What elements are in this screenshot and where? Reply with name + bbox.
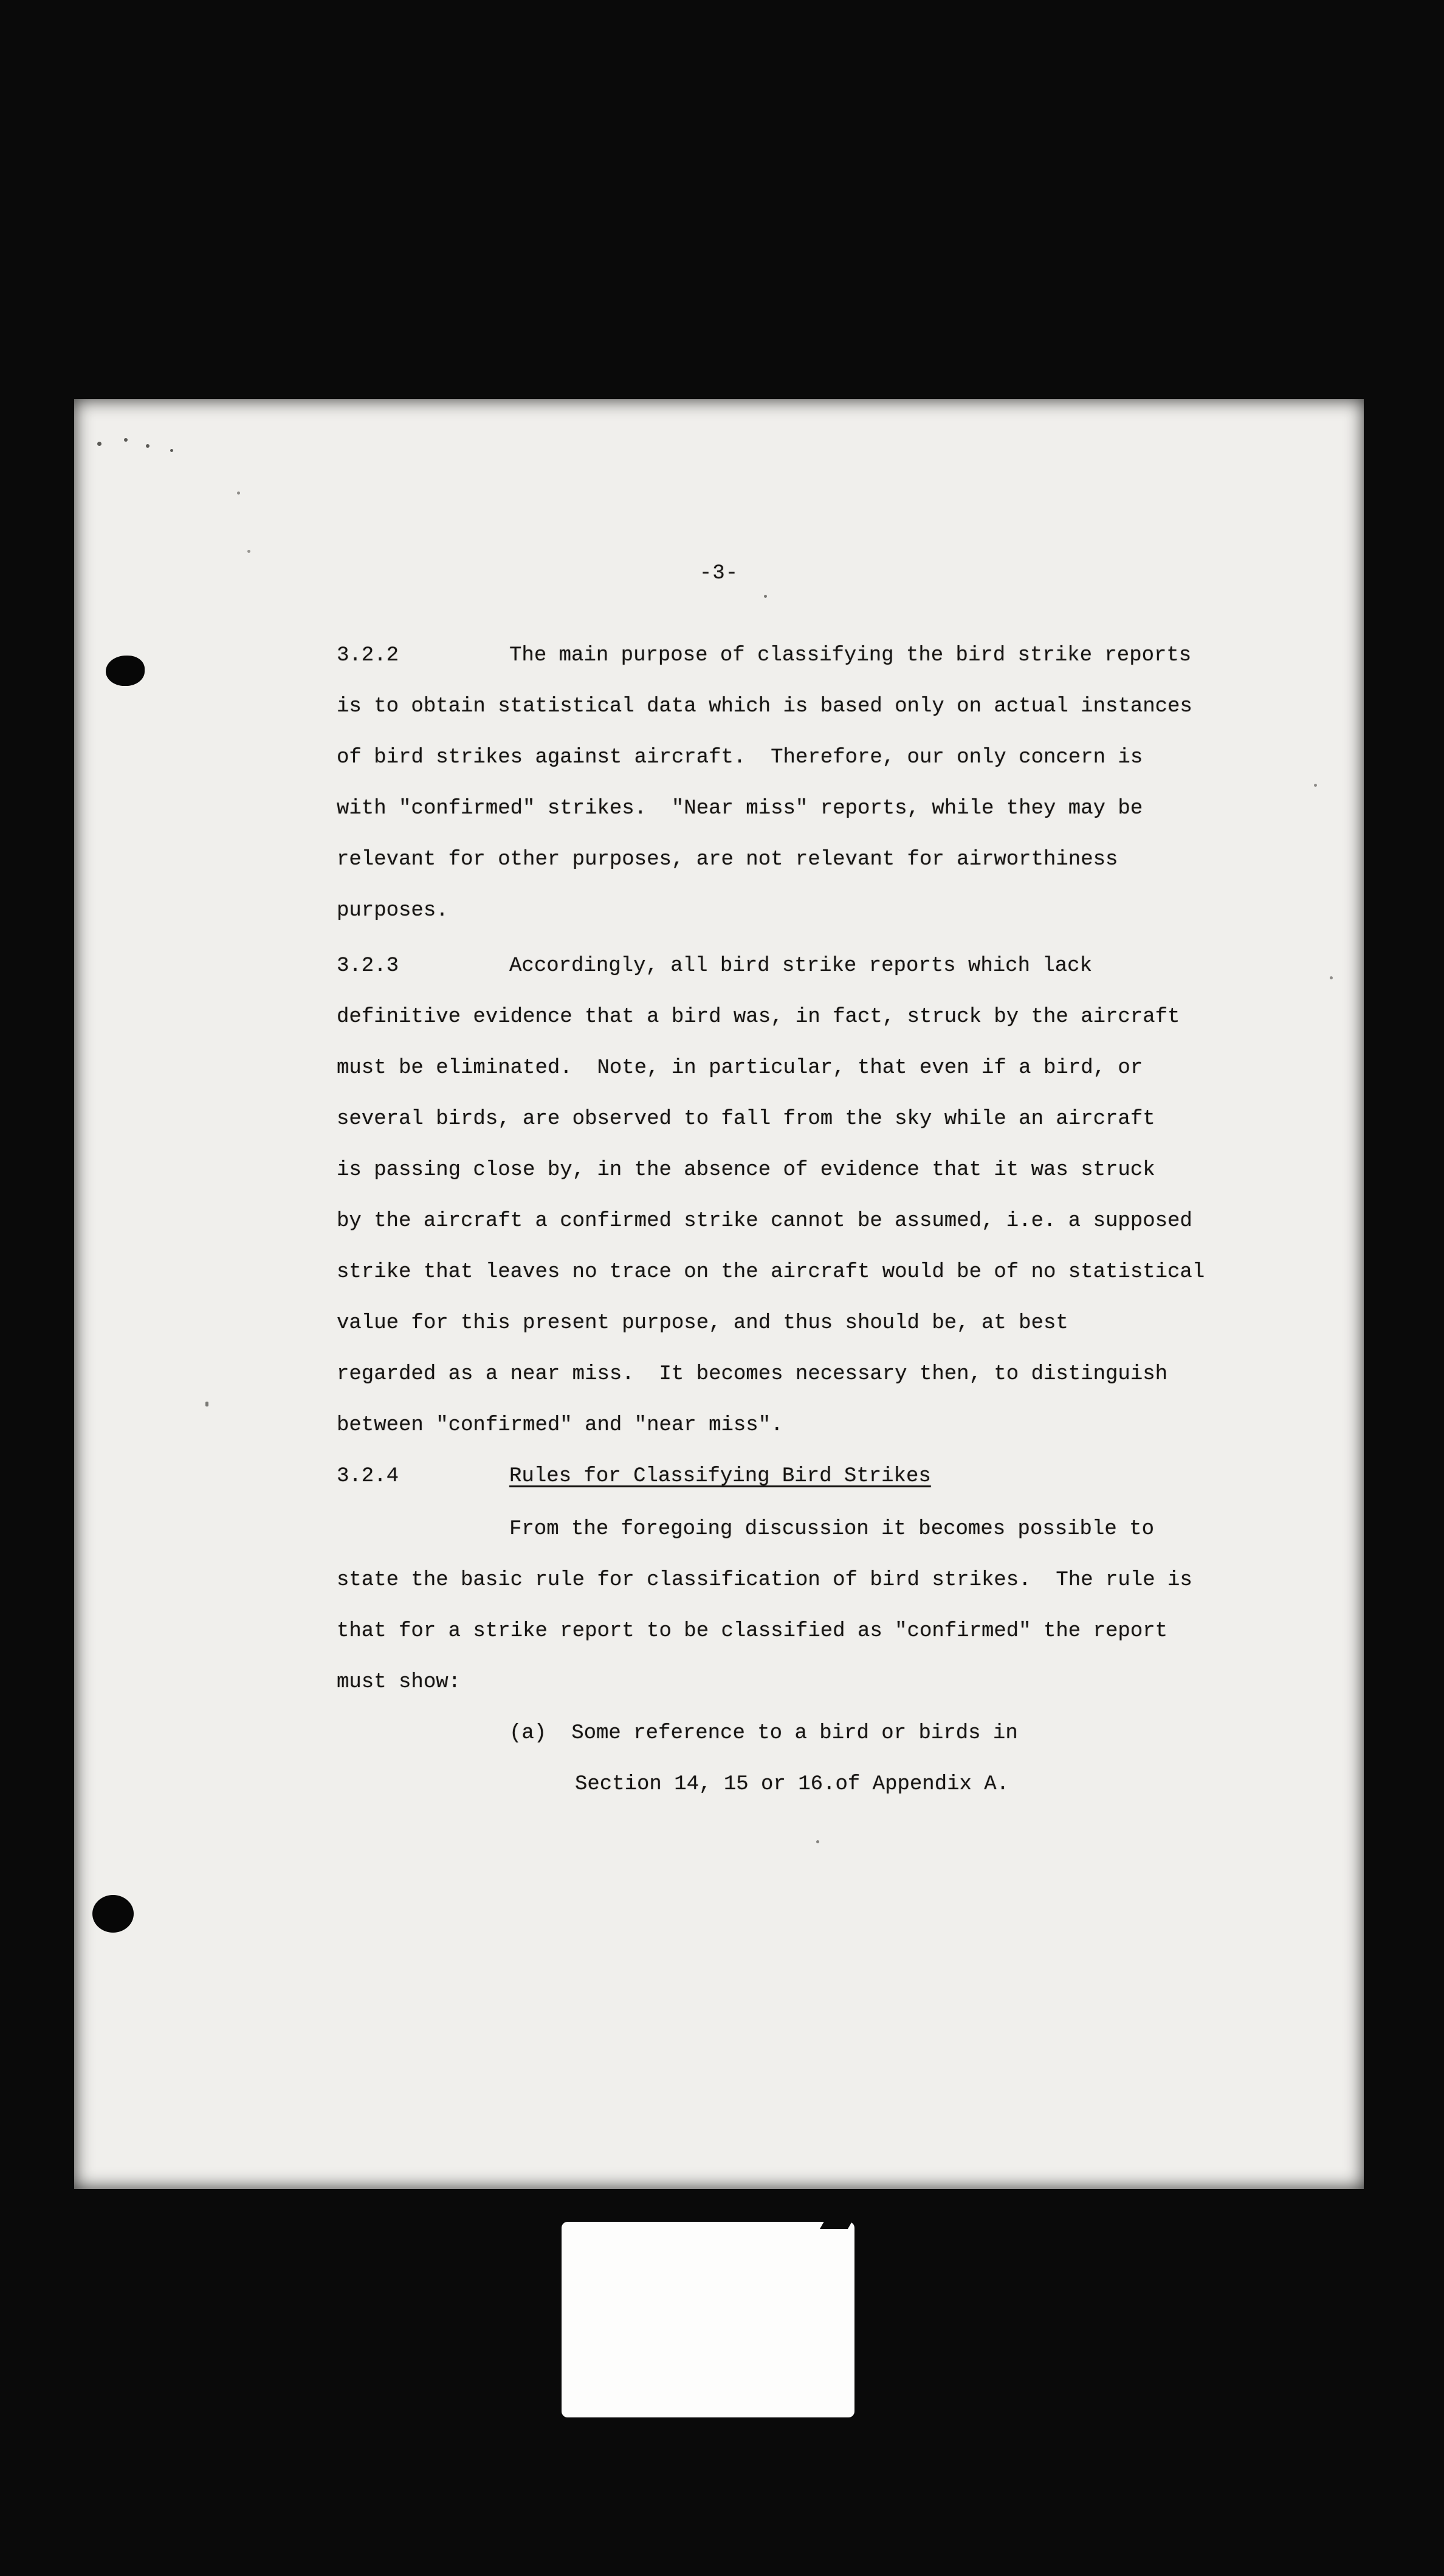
page-number: -3- xyxy=(699,562,739,585)
heading-3-2-4 xyxy=(337,1451,1260,1502)
dust-speck xyxy=(237,492,240,495)
dust-speck xyxy=(764,595,767,598)
section-number: 3.2.3 xyxy=(337,954,399,978)
text-line: between "confirmed" and "near miss". xyxy=(337,1414,783,1437)
dust-speck xyxy=(816,1840,819,1843)
document-page xyxy=(74,399,1364,2189)
text-line: that for a strike report to be classified as "confirmed" the report xyxy=(337,1620,1168,1643)
text-line xyxy=(337,940,1260,992)
text-line: strike that leaves no trace on the aircraft would be of no statistical xyxy=(337,1261,1205,1284)
text-line: From the foregoing discussion it becomes possible to xyxy=(509,1518,1154,1541)
text-line: must be eliminated. Note, in particular, that even if a bird, or xyxy=(337,1057,1143,1080)
dust-speck xyxy=(247,550,250,553)
dust-speck xyxy=(1314,784,1317,787)
text-segment: Accordingly, all bird strike reports which lack xyxy=(509,954,1092,978)
paragraph-rule xyxy=(337,1504,1260,1708)
section-heading: Rules for Classifying Bird Strikes xyxy=(509,1465,931,1488)
text-line: by the aircraft a confirmed strike cannot be assumed, i.e. a supposed xyxy=(337,1210,1192,1233)
item-label: (a) xyxy=(509,1722,547,1745)
text-line: relevant for other purposes, are not relevant for airworthiness xyxy=(337,848,1118,871)
text-line xyxy=(337,1708,1260,1759)
text-segment: The main purpose of classifying the bird strike reports xyxy=(509,644,1192,667)
section-number: 3.2.4 xyxy=(337,1465,399,1488)
section-number: 3.2.2 xyxy=(337,644,399,667)
document-body xyxy=(337,630,1260,1810)
dust-speck xyxy=(205,1402,208,1406)
text-line: regarded as a near miss. It becomes necessary then, to distinguish xyxy=(337,1363,1168,1386)
text-line: state the basic rule for classification of bird strikes. The rule is xyxy=(337,1569,1192,1592)
text-line: purposes. xyxy=(337,899,449,922)
paragraph-3-2-2 xyxy=(337,630,1260,936)
text-line: of bird strikes against aircraft. Therefore, our only concern is xyxy=(337,746,1143,769)
text-line: is passing close by, in the absence of evidence that it was struck xyxy=(337,1159,1155,1182)
sticker-notch xyxy=(820,2218,854,2229)
text-line: is to obtain statistical data which is based only on actual instances xyxy=(337,695,1192,718)
list-item-a xyxy=(337,1708,1260,1810)
hole-punch-top xyxy=(106,656,145,686)
hole-punch-bottom xyxy=(92,1895,134,1933)
dust-speck xyxy=(124,438,128,442)
dust-speck xyxy=(170,449,173,452)
dust-speck xyxy=(1330,976,1333,979)
text-line: value for this present purpose, and thus should be, at best xyxy=(337,1312,1068,1335)
text-line: definitive evidence that a bird was, in fact, struck by the aircraft xyxy=(337,1005,1180,1029)
text-line: Section 14, 15 or 16.of Appendix A. xyxy=(575,1773,1009,1796)
text-line: several birds, are observed to fall from the sky while an aircraft xyxy=(337,1108,1155,1131)
text-line: with "confirmed" strikes. "Near miss" reports, while they may be xyxy=(337,797,1143,820)
dust-speck xyxy=(146,444,150,448)
text-segment: Some reference to a bird or birds in xyxy=(571,1722,1018,1745)
label-sticker xyxy=(562,2222,854,2417)
dust-speck xyxy=(97,442,101,446)
text-line xyxy=(337,630,1260,681)
text-line xyxy=(337,1451,1260,1502)
paragraph-3-2-3 xyxy=(337,940,1260,1451)
text-line: must show: xyxy=(337,1671,461,1694)
